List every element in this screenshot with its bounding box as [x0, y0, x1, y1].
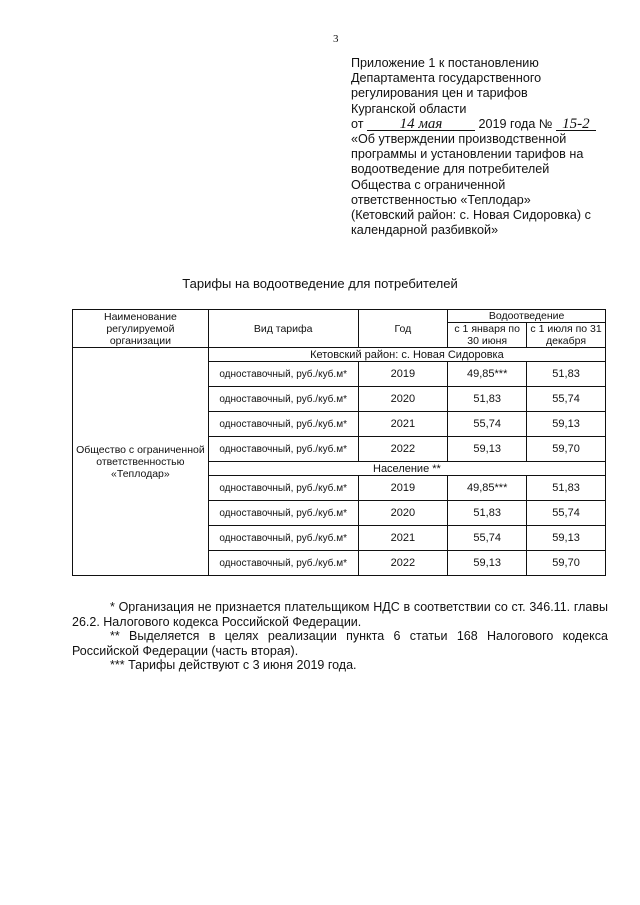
header-kind: Вид тарифа [208, 310, 358, 348]
date-prefix: от [351, 116, 364, 131]
subject-line: Общества с ограниченной [351, 177, 506, 192]
section-row [73, 348, 606, 362]
tariff-year: 2020 [358, 387, 448, 412]
page-number: 3 [333, 33, 339, 45]
subject-line: программы и установлении тарифов на [351, 147, 584, 162]
header-period-2: с 1 июля по 31 декабря [527, 323, 606, 348]
appendix-line: Курганской области [351, 101, 467, 116]
tariff-year: 2022 [358, 437, 448, 462]
tariff-h2: 59,70 [527, 551, 606, 576]
tariff-h1: 49,85*** [448, 476, 527, 501]
tariff-h1: 59,13 [448, 551, 527, 576]
tariff-h2: 59,70 [527, 437, 606, 462]
tariff-h2: 55,74 [527, 387, 606, 412]
tariff-h2: 59,13 [527, 526, 606, 551]
tariff-h1: 49,85*** [448, 362, 527, 387]
document-title: Тарифы на водоотведение для потребителей [182, 276, 458, 291]
appendix-line: Приложение 1 к постановлению [351, 56, 539, 70]
section-name: Население ** [208, 462, 605, 476]
subject-line: ответственностью «Теплодар» [351, 192, 531, 207]
tariff-table [72, 309, 606, 576]
subject-line: календарной разбивкой» [351, 223, 499, 238]
subject-line: (Кетовский район: с. Новая Сидоровка) с [351, 208, 591, 223]
footnote: *** Тарифы действуют с 3 июня 2019 года. [110, 658, 357, 672]
appendix-line: регулирования цен и тарифов [351, 86, 528, 101]
tariff-h1: 59,13 [448, 437, 527, 462]
appendix-block [351, 56, 611, 238]
tariff-h2: 51,83 [527, 476, 606, 501]
appendix-line: Департамента государственного [351, 71, 542, 86]
tariff-kind: одноставочный, руб./куб.м* [208, 362, 358, 387]
tariff-kind: одноставочный, руб./куб.м* [208, 551, 358, 576]
handwritten-date: 14 мая [367, 118, 475, 131]
decree-date-line [351, 117, 611, 132]
header-period-1: с 1 января по 30 июня [448, 323, 527, 348]
tariff-year: 2021 [358, 526, 448, 551]
subject-line: водоотведение для потребителей [351, 162, 550, 177]
tariff-kind: одноставочный, руб./куб.м* [208, 437, 358, 462]
subject-line: «Об утверждении производственной [351, 132, 567, 147]
header-service: Водоотведение [448, 310, 606, 323]
section-name: Кетовский район: с. Новая Сидоровка [208, 348, 605, 362]
tariff-kind: одноставочный, руб./куб.м* [208, 501, 358, 526]
tariff-year: 2019 [358, 362, 448, 387]
date-suffix: 2019 года № [478, 116, 553, 131]
tariff-year: 2022 [358, 551, 448, 576]
tariff-h2: 59,13 [527, 412, 606, 437]
header-org: Наименование регулируемой организации [73, 310, 209, 348]
organization-name: Общество с ограниченной ответственностью «Теплодар» [73, 348, 209, 576]
footnote: ** Выделяется в целях реализации пункта 6 статьи 168 Налогового кодекса Российской Федерации (часть вторая). [72, 629, 608, 658]
handwritten-number: 15-2 [556, 118, 596, 131]
tariff-year: 2019 [358, 476, 448, 501]
tariff-kind: одноставочный, руб./куб.м* [208, 476, 358, 501]
tariff-h2: 51,83 [527, 362, 606, 387]
footnote: * Организация не признается плательщиком НДС в соответствии со ст. 346.11. главы 26.2. Налогового кодекса Российской Федерации. [72, 600, 608, 629]
tariff-h1: 55,74 [448, 412, 527, 437]
tariff-h1: 51,83 [448, 501, 527, 526]
tariff-year: 2021 [358, 412, 448, 437]
tariff-year: 2020 [358, 501, 448, 526]
tariff-kind: одноставочный, руб./куб.м* [208, 526, 358, 551]
tariff-h1: 51,83 [448, 387, 527, 412]
tariff-h1: 55,74 [448, 526, 527, 551]
tariff-h2: 55,74 [527, 501, 606, 526]
tariff-kind: одноставочный, руб./куб.м* [208, 387, 358, 412]
tariff-kind: одноставочный, руб./куб.м* [208, 412, 358, 437]
header-year: Год [358, 310, 448, 348]
footnotes [72, 600, 608, 673]
table-header-row [73, 310, 606, 323]
